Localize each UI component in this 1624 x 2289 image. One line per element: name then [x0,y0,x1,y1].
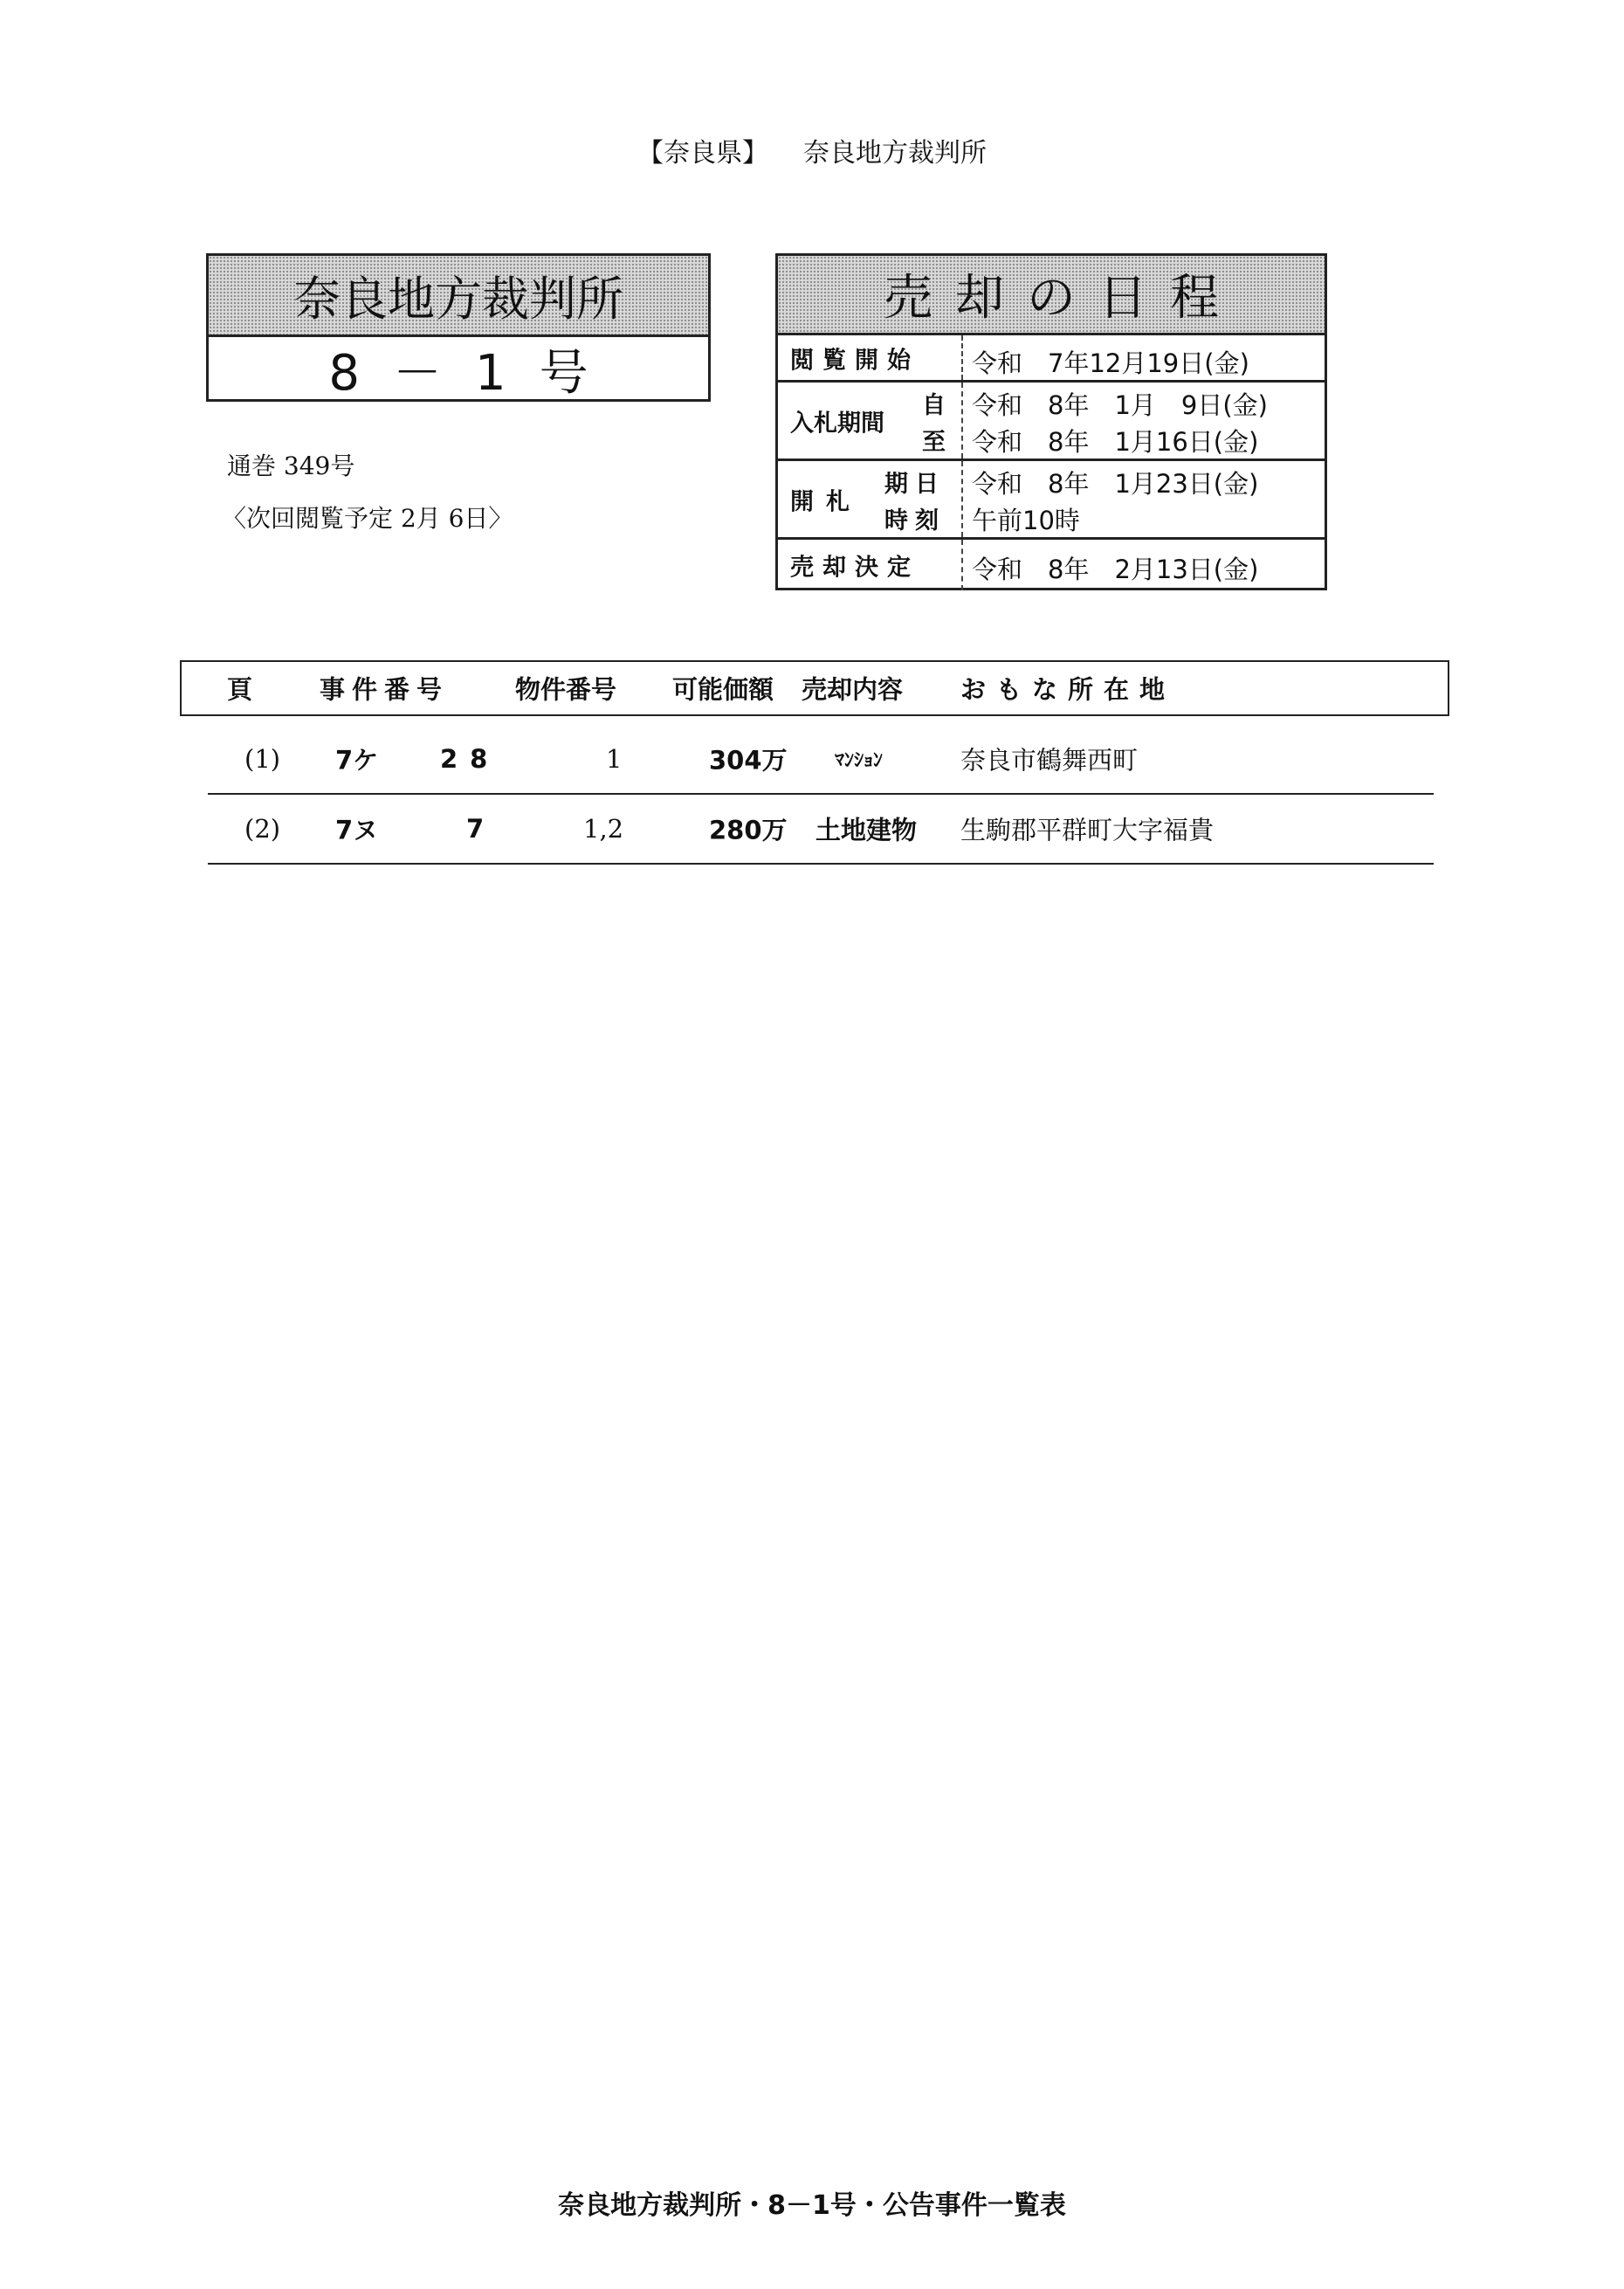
header-court: 奈良地方裁判所 [803,138,987,169]
decision-label: 売却決定 [790,554,919,582]
court-box [206,253,711,402]
schedule-row-decision [778,540,1325,590]
bid-to-value: 令和 8年 1月16日(金) [972,427,1259,457]
row-case-era: 7ヌ [335,815,379,845]
col-location: おもな所在地 [960,674,1176,705]
list-header [180,660,1449,716]
bid-to-label: 至 [922,429,946,456]
col-item-number: 物件番号 [515,674,617,705]
col-page: 頁 [227,674,253,705]
opening-date-label: 期日 [884,471,946,498]
table-row [208,725,1434,795]
viewing-start-value: 令和 7年12月19日(金) [972,348,1249,378]
schedule-box [775,253,1327,590]
opening-label: 開札 [790,488,862,515]
page-footer: 奈良地方裁判所・8－1号・公告事件一覧表 [558,2190,1066,2221]
row-price: 304万 [709,745,788,776]
schedule-row-opening [778,461,1325,540]
bid-period-label: 入札期間 [790,410,884,437]
schedule-title: 売却の日程 [778,256,1325,335]
schedule-row-viewing [778,335,1325,383]
header-prefecture: 【奈良県】 [637,138,768,169]
col-price: 可能価額 [672,674,774,705]
row-case-era: 7ケ [335,745,379,776]
court-name: 奈良地方裁判所 [209,256,708,337]
row-item-no: 1,2 [583,814,624,844]
col-sale-type: 売却内容 [802,674,904,705]
page-header [0,131,1624,169]
row-case-no: 7 [466,814,485,844]
viewing-start-label: 閲覧開始 [790,347,919,374]
bid-from-label: 自 [922,392,946,419]
opening-date-value: 令和 8年 1月23日(金) [972,469,1259,499]
schedule-row-bid-period [778,383,1325,461]
decision-value: 令和 8年 2月13日(金) [972,555,1259,584]
row-location: 生駒郡平群町大字福貴 [960,815,1215,845]
bid-from-value: 令和 8年 1月 9日(金) [972,390,1268,420]
row-case-no: 28 [440,744,500,774]
row-price: 280万 [709,815,788,845]
next-viewing: 〈次回閲覧予定 2月 6日〉 [222,504,513,533]
opening-time-value: 午前10時 [972,506,1080,535]
row-type: ﾏﾝｼｮﾝ [835,749,884,772]
row-item-no: 1 [606,744,623,774]
opening-time-label: 時刻 [884,507,946,534]
row-type: 土地建物 [815,815,918,845]
col-case-number: 事件番号 [320,674,450,705]
table-row [208,795,1434,865]
volume-number: 通巻 349号 [227,452,355,480]
row-page: (2) [244,814,281,844]
court-number: 8－1号 [328,345,622,402]
row-location: 奈良市鶴舞西町 [960,745,1139,776]
row-page: (1) [244,744,281,774]
